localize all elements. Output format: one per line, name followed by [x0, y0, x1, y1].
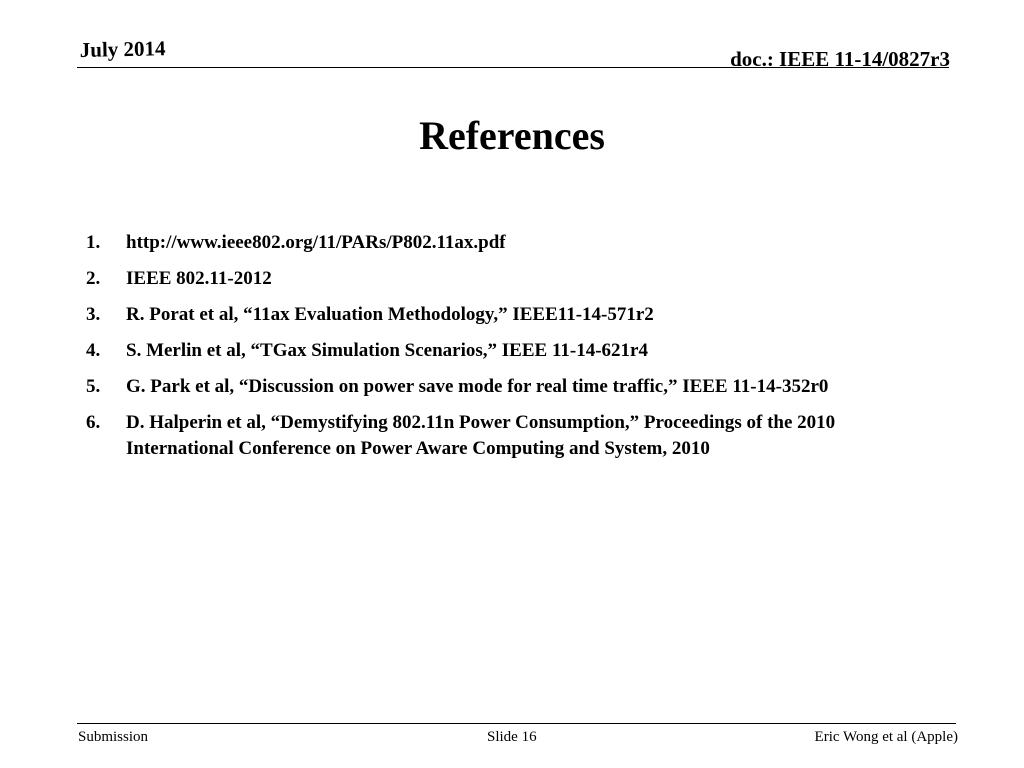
reference-number: 1.: [86, 232, 101, 253]
reference-list: [86, 230, 946, 472]
reference-number: 3.: [86, 304, 101, 325]
reference-link[interactable]: http://www.ieee802.org/11/PARs/P802.11ax.pdf: [126, 232, 506, 253]
header-date: July 2014: [79, 36, 166, 62]
reference-item: [86, 302, 946, 328]
reference-item: [86, 410, 946, 462]
reference-item: [86, 374, 946, 400]
reference-text: D. Halperin et al, “Demystifying 802.11n Power Consumption,” Proceedings of the 2010 International Conference on Power Aware Computing and System, 2010: [126, 412, 836, 459]
reference-item: [86, 266, 946, 292]
header-divider: [77, 67, 949, 68]
slide-title: References: [419, 113, 605, 158]
reference-item: [86, 230, 946, 256]
header-doc-id: doc.: IEEE 11-14/0827r3: [730, 47, 950, 71]
reference-number: 4.: [86, 340, 101, 361]
reference-text: G. Park et al, “Discussion on power save mode for real time traffic,” IEEE 11-14-352r0: [126, 376, 829, 397]
footer-slide-number: Slide 16: [487, 729, 537, 745]
reference-number: 2.: [86, 268, 101, 289]
reference-text: IEEE 802.11-2012: [126, 268, 272, 289]
reference-item: [86, 338, 946, 364]
footer-author: Eric Wong et al (Apple): [814, 729, 958, 745]
reference-text: S. Merlin et al, “TGax Simulation Scenarios,” IEEE 11-14-621r4: [126, 340, 648, 361]
footer-divider: [77, 723, 956, 724]
reference-text: R. Porat et al, “11ax Evaluation Methodology,” IEEE11-14-571r2: [126, 304, 654, 325]
footer-submission: Submission: [78, 729, 149, 745]
reference-number: 5.: [86, 376, 101, 397]
reference-number: 6.: [86, 412, 101, 433]
